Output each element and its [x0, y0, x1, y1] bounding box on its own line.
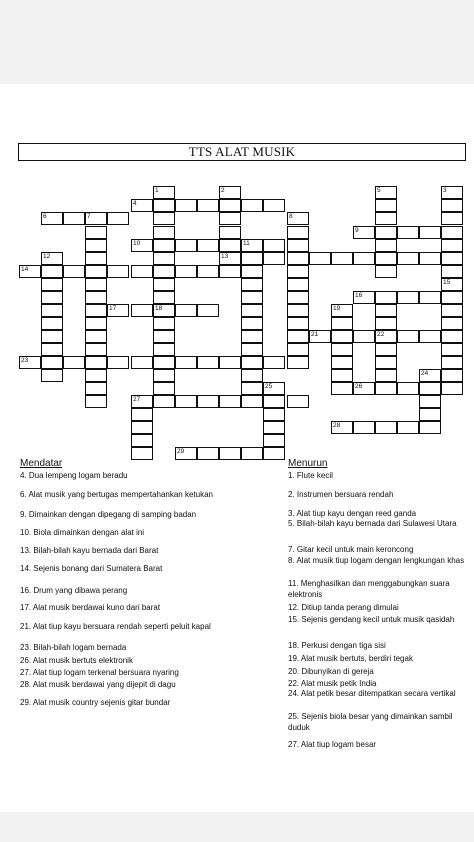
crossword-cell[interactable] — [175, 239, 197, 252]
crossword-cell[interactable] — [197, 304, 219, 317]
clue-mendatar-9: 9. Dimainkan dengan dipegang di samping badan — [20, 510, 197, 519]
crossword-cell[interactable] — [85, 356, 107, 369]
crossword-cell[interactable] — [287, 239, 309, 252]
puzzle-title: TTS ALAT MUSIK — [188, 144, 296, 159]
clue-number-1: 1 — [155, 187, 159, 194]
crossword-cell[interactable] — [287, 356, 309, 369]
crossword-cell[interactable] — [375, 356, 397, 369]
clue-menurun-25: 25. Sejenis biola besar yang dimainkan sambil duduk — [288, 712, 453, 732]
clue-menurun-27: 27. Alat tiup logam besar — [288, 740, 377, 749]
crossword-cell[interactable] — [441, 317, 463, 330]
crossword-cell[interactable] — [241, 199, 263, 212]
crossword-cell[interactable] — [197, 199, 219, 212]
crossword-cell[interactable] — [241, 369, 263, 382]
crossword-cell[interactable] — [175, 395, 197, 408]
crossword-cell[interactable] — [41, 265, 63, 278]
crossword-cell[interactable] — [287, 278, 309, 291]
crossword-cell[interactable] — [153, 239, 175, 252]
clue-menurun-11: 11. Menghasilkan dan menggabungkan suara elektronis — [288, 579, 450, 599]
crossword-cell[interactable] — [441, 356, 463, 369]
crossword-cell[interactable] — [287, 317, 309, 330]
crossword-cell[interactable] — [441, 199, 463, 212]
crossword-cell[interactable] — [441, 330, 463, 343]
crossword-cell[interactable] — [241, 343, 263, 356]
crossword-cell[interactable] — [197, 265, 219, 278]
crossword-cell[interactable] — [287, 252, 309, 265]
clue-menurun-2: 2. Instrumen bersuara rendah — [288, 490, 394, 499]
crossword-cell[interactable] — [375, 343, 397, 356]
crossword-cell[interactable] — [353, 330, 375, 343]
crossword-cell[interactable] — [375, 291, 397, 304]
crossword-cell[interactable] — [175, 356, 197, 369]
crossword-cell[interactable] — [85, 330, 107, 343]
crossword-cell[interactable] — [419, 408, 441, 421]
clue-menurun-7: 7. Gitar kecil untuk main keroncong — [288, 545, 414, 554]
crossword-cell[interactable] — [153, 395, 175, 408]
clue-number-8: 8 — [289, 213, 293, 220]
clue-mendatar-10: 10. Biola dimainkan dengan alat ini — [20, 528, 145, 537]
crossword-cell[interactable] — [375, 317, 397, 330]
crossword-cell[interactable] — [241, 317, 263, 330]
crossword-cell[interactable] — [419, 395, 441, 408]
clue-mendatar-23: 23. Bilah-bilah logam bernada — [20, 643, 127, 652]
crossword-cell[interactable] — [197, 447, 219, 460]
crossword-cell[interactable] — [85, 304, 107, 317]
crossword-cell[interactable] — [85, 278, 107, 291]
crossword-cell[interactable] — [107, 356, 129, 369]
clue-mendatar-28: 28. Alat musik berdawai yang dijepit di dagu — [20, 680, 176, 689]
crossword-cell[interactable] — [419, 252, 441, 265]
crossword-cell[interactable] — [241, 447, 263, 460]
crossword-cell[interactable] — [197, 239, 219, 252]
crossword-cell[interactable] — [441, 369, 463, 382]
crossword-cell[interactable] — [263, 199, 285, 212]
crossword-cell[interactable] — [153, 330, 175, 343]
clue-number-15: 15 — [443, 279, 451, 286]
crossword-cell[interactable] — [153, 226, 175, 239]
clue-number-28: 28 — [333, 422, 341, 429]
crossword-cell[interactable] — [287, 226, 309, 239]
crossword-cell[interactable] — [287, 330, 309, 343]
clue-mendatar-13: 13. Bilah-bilah kayu bernada dari Barat — [20, 546, 159, 555]
clue-number-14: 14 — [21, 266, 29, 273]
crossword-cell[interactable] — [441, 212, 463, 225]
crossword-cell[interactable] — [131, 265, 153, 278]
clue-menurun-22: 22. Alat musik petik India — [288, 679, 377, 688]
crossword-cell[interactable] — [85, 226, 107, 239]
crossword-cell[interactable] — [131, 304, 153, 317]
clue-mendatar-16: 16. Drum yang dibawa perang — [20, 586, 128, 595]
crossword-cell[interactable] — [175, 265, 197, 278]
crossword-cell[interactable] — [287, 291, 309, 304]
crossword-cell[interactable] — [153, 343, 175, 356]
crossword-cell[interactable] — [241, 395, 263, 408]
crossword-cell[interactable] — [441, 265, 463, 278]
crossword-cell[interactable] — [441, 343, 463, 356]
crossword-cell[interactable] — [331, 343, 353, 356]
crossword-cell[interactable] — [219, 239, 241, 252]
crossword-cell[interactable] — [397, 330, 419, 343]
crossword-cell[interactable] — [375, 199, 397, 212]
clue-number-17: 17 — [109, 305, 117, 312]
clue-mendatar-4: 4. Dua lempeng logam beradu — [20, 471, 128, 480]
crossword-cell[interactable] — [153, 278, 175, 291]
clue-number-22: 22 — [377, 331, 385, 338]
clue-mendatar-17: 17. Alat musik berdawai kuno dari barat — [20, 603, 161, 612]
crossword-cell[interactable] — [131, 447, 153, 460]
clue-number-10: 10 — [133, 240, 141, 247]
clue-number-6: 6 — [43, 213, 47, 220]
clue-number-24: 24 — [421, 370, 429, 377]
crossword-cell[interactable] — [287, 304, 309, 317]
clue-number-12: 12 — [43, 253, 51, 260]
crossword-cell[interactable] — [107, 265, 129, 278]
crossword-cell[interactable] — [241, 382, 263, 395]
crossword-cell[interactable] — [219, 447, 241, 460]
crossword-cell[interactable] — [131, 434, 153, 447]
crossword-cell[interactable] — [353, 421, 375, 434]
crossword-cell[interactable] — [287, 395, 309, 408]
crossword-cell[interactable] — [41, 343, 63, 356]
mendatar-heading: Mendatar — [20, 458, 63, 469]
crossword-cell[interactable] — [85, 395, 107, 408]
crossword-cell[interactable] — [375, 252, 397, 265]
clue-mendatar-26: 26. Alat musik bertuts elektronik — [20, 656, 133, 665]
crossword-cell[interactable] — [375, 239, 397, 252]
crossword-cell[interactable] — [263, 421, 285, 434]
crossword-cell[interactable] — [63, 265, 85, 278]
clue-number-19: 19 — [333, 305, 341, 312]
crossword-cell[interactable] — [219, 226, 241, 239]
clue-menurun-12: 12. Ditiup tanda perang dimulai — [288, 603, 399, 612]
crossword-cell[interactable] — [241, 265, 263, 278]
clue-mendatar-6: 6. Alat musik yang bertugas mempertahankan ketukan — [20, 490, 213, 499]
clue-mendatar-27: 27. Alat tiup logam terkenal bersuara nyaring — [20, 668, 179, 677]
crossword-cell[interactable] — [153, 317, 175, 330]
crossword-cell[interactable] — [419, 330, 441, 343]
crossword-cell[interactable] — [241, 252, 263, 265]
crossword-cell[interactable] — [397, 421, 419, 434]
crossword-cell[interactable] — [353, 252, 375, 265]
crossword-cell[interactable] — [263, 408, 285, 421]
clue-menurun-24: 24. Alat petik besar ditempatkan secara vertikal — [288, 689, 456, 698]
crossword-cell[interactable] — [287, 265, 309, 278]
clue-mendatar-14: 14. Sejenis bonang dari Sumatera Barat — [20, 564, 163, 573]
crossword-cell[interactable] — [153, 291, 175, 304]
crossword-cell[interactable] — [241, 291, 263, 304]
crossword-cell[interactable] — [41, 291, 63, 304]
crossword-cell[interactable] — [331, 356, 353, 369]
crossword-cell[interactable] — [263, 395, 285, 408]
clue-number-27: 27 — [133, 396, 141, 403]
crossword-cell[interactable] — [107, 212, 129, 225]
clue-number-2: 2 — [221, 187, 225, 194]
crossword-cell[interactable] — [63, 212, 85, 225]
crossword-cell[interactable] — [131, 356, 153, 369]
crossword-cell[interactable] — [41, 330, 63, 343]
crossword-cell[interactable] — [263, 252, 285, 265]
menurun-heading: Menurun — [288, 458, 328, 469]
crossword-cell[interactable] — [41, 356, 63, 369]
crossword-cell[interactable] — [419, 291, 441, 304]
crossword-cell[interactable] — [153, 252, 175, 265]
crossword-cell[interactable] — [153, 382, 175, 395]
crossword-cell[interactable] — [441, 291, 463, 304]
crossword-cell[interactable] — [397, 226, 419, 239]
clue-number-16: 16 — [355, 292, 363, 299]
crossword-cell[interactable] — [153, 199, 175, 212]
crossword-cell[interactable] — [219, 199, 241, 212]
crossword-cell[interactable] — [419, 382, 441, 395]
crossword-cell[interactable] — [263, 434, 285, 447]
clue-menurun-20: 20. Dibunyikan di gereja — [288, 667, 374, 676]
crossword-cell[interactable] — [197, 356, 219, 369]
crossword-cell[interactable] — [41, 369, 63, 382]
clue-menurun-1: 1. Flute kecil — [288, 471, 333, 480]
crossword-cell[interactable] — [375, 265, 397, 278]
clue-menurun-15: 15. Sejenis gendang kecil untuk musik qasidah — [288, 615, 455, 624]
clue-menurun-5: 5. Bilah-bilah kayu bernada dari Sulawesi Utara — [288, 519, 457, 528]
crossword-cell[interactable] — [219, 212, 241, 225]
clue-number-26: 26 — [355, 383, 363, 390]
crossword-cell[interactable] — [85, 265, 107, 278]
crossword-cell[interactable] — [397, 291, 419, 304]
clue-number-9: 9 — [355, 227, 359, 234]
crossword-cell[interactable] — [419, 421, 441, 434]
crossword-cell[interactable] — [241, 330, 263, 343]
clue-menurun-8: 8. Alat musik tiup logam dengan lengkungan khas — [288, 556, 465, 565]
crossword-cell[interactable] — [331, 369, 353, 382]
crossword-cell[interactable] — [375, 304, 397, 317]
crossword-cell[interactable] — [397, 382, 419, 395]
crossword-cell[interactable] — [375, 382, 397, 395]
crossword-cell[interactable] — [241, 278, 263, 291]
crossword-cell[interactable] — [375, 212, 397, 225]
crossword-cell[interactable] — [375, 369, 397, 382]
crossword-cell[interactable] — [309, 252, 331, 265]
crossword-cell[interactable] — [153, 212, 175, 225]
crossword-cell[interactable] — [331, 382, 353, 395]
crossword-cell[interactable] — [263, 447, 285, 460]
crossword-cell[interactable] — [441, 252, 463, 265]
crossword-cell[interactable] — [153, 369, 175, 382]
crossword-cell[interactable] — [131, 421, 153, 434]
crossword-cell[interactable] — [331, 317, 353, 330]
clue-mendatar-29: 29. Alat musik country sejenis gitar bundar — [20, 698, 171, 707]
clue-number-25: 25 — [265, 383, 273, 390]
crossword-cell[interactable] — [397, 252, 419, 265]
crossword-cell[interactable] — [441, 226, 463, 239]
clue-number-23: 23 — [21, 357, 29, 364]
crossword-cell[interactable] — [85, 343, 107, 356]
crossword-cell[interactable] — [41, 304, 63, 317]
crossword-cell[interactable] — [263, 356, 285, 369]
crossword-cell[interactable] — [441, 239, 463, 252]
clue-number-4: 4 — [133, 200, 137, 207]
crossword-cell[interactable] — [153, 356, 175, 369]
crossword-cell[interactable] — [41, 317, 63, 330]
clue-menurun-19: 19. Alat musik bertuts, berdiri tegak — [288, 654, 413, 663]
crossword-cell[interactable] — [219, 356, 241, 369]
crossword-cell[interactable] — [175, 199, 197, 212]
crossword-cell[interactable] — [263, 239, 285, 252]
crossword-cell[interactable] — [241, 304, 263, 317]
crossword-cell[interactable] — [241, 356, 263, 369]
clue-menurun-18: 18. Perkusi dengan tiga sisi — [288, 641, 386, 650]
crossword-cell[interactable] — [441, 304, 463, 317]
crossword-cell[interactable] — [419, 226, 441, 239]
crossword-cell[interactable] — [197, 395, 219, 408]
crossword-cell[interactable] — [441, 382, 463, 395]
clue-number-5: 5 — [377, 187, 381, 194]
crossword-cell[interactable] — [153, 265, 175, 278]
clue-mendatar-21: 21. Alat tiup kayu bersuara rendah seperti peluit kapal — [20, 622, 211, 631]
crossword-cell[interactable] — [85, 317, 107, 330]
clue-number-3: 3 — [443, 187, 447, 194]
crossword-cell[interactable] — [85, 382, 107, 395]
crossword-cell[interactable] — [85, 239, 107, 252]
crossword-cell[interactable] — [331, 330, 353, 343]
crossword-cell[interactable] — [219, 395, 241, 408]
clue-menurun-3: 3. Alat tiup kayu dengan reed ganda — [288, 509, 417, 518]
clue-number-11: 11 — [243, 240, 250, 247]
crossword-cell[interactable] — [375, 421, 397, 434]
crossword-cell[interactable] — [219, 265, 241, 278]
crossword-cell[interactable] — [63, 356, 85, 369]
crossword-cell[interactable] — [41, 278, 63, 291]
crossword-cell[interactable] — [287, 343, 309, 356]
crossword-cell[interactable] — [131, 408, 153, 421]
crossword-cell[interactable] — [375, 226, 397, 239]
crossword-cell[interactable] — [331, 252, 353, 265]
crossword-cell[interactable] — [85, 252, 107, 265]
crossword-cell[interactable] — [85, 291, 107, 304]
clue-number-13: 13 — [221, 253, 229, 260]
bottom-background-band — [0, 812, 474, 842]
clue-number-7: 7 — [87, 213, 91, 220]
clue-number-21: 21 — [311, 331, 319, 338]
crossword-cell[interactable] — [175, 304, 197, 317]
clue-number-29: 29 — [177, 448, 185, 455]
crossword-cell[interactable] — [85, 369, 107, 382]
clue-number-18: 18 — [155, 305, 163, 312]
